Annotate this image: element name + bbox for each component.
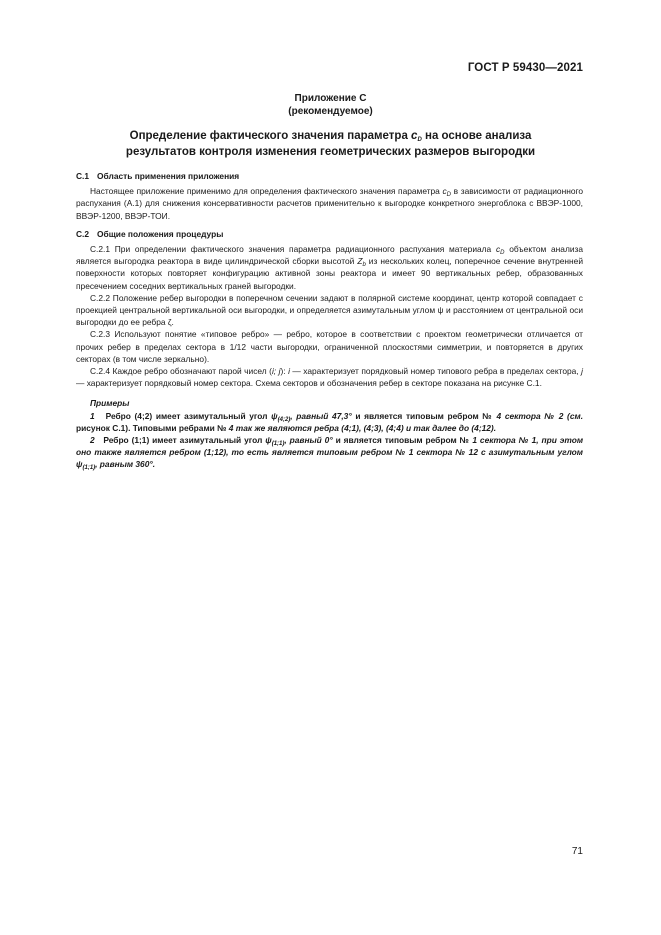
var: i; j — [271, 366, 281, 377]
var: ψ — [265, 435, 272, 446]
var: c — [442, 186, 447, 197]
text: С.2.4 Каждое ребро обозначают парой чисел ( — [90, 366, 272, 377]
document-body — [76, 170, 583, 471]
paragraph-c2-2: С.2.2 Положение ребер выгородки в поперечном сечении задают в полярной системе координат, центр которой совпадает с проекцией центральной вертикальной оси выгородки, и определяется азимутальным углом ψ и расстоянием от центральной оси выгородки до ее ребра ζ. — [76, 292, 583, 328]
paragraph-c2-4 — [76, 365, 583, 389]
section-title: Область применения приложения — [97, 171, 240, 181]
var-sub: (1;1) — [271, 441, 285, 448]
heading-line-1 — [0, 128, 661, 144]
standard-code: ГОСТ Р 59430—2021 — [467, 62, 583, 74]
section-number: С.1 — [76, 171, 90, 181]
text: и является типовым ребром № — [335, 435, 473, 446]
text: объектом анализа является выгородка реактора в виде цилиндрической сборки высотой — [76, 244, 584, 267]
text: Настоящее приложение применимо для определения фактического значения параметра — [90, 186, 443, 197]
section-title: Общие положения процедуры — [97, 228, 224, 239]
text: из нескольких колец, поперечное сечение внутренней поверхности которых повторяет конфигурацию активной зоны реактора и имеет 90 вертикальных ребер, образованных пресечением соседних вертикальных граней выгородки. — [76, 256, 583, 291]
paragraph-c2-3: С.2.3 Используют понятие «типовое ребро» — ребро, которое в соответствии с проектом геометрически отличается от прочих ребер в пределах сектора в 1/12 части выгородки, ограниченной плоскостями симметрии, и повторяется в других секторах (в том числе зеркально). — [76, 329, 583, 364]
var-sub: (1;1) — [82, 465, 96, 472]
text: Ребро (1;1) имеет азимутальный угол — [103, 435, 266, 446]
text: Ребро (4;2) имеет азимутальный угол — [105, 410, 272, 421]
section-c2-heading — [76, 228, 583, 240]
paragraph-c1 — [76, 185, 583, 222]
section-number: С.2 — [76, 228, 90, 239]
example-number: 1 — [90, 410, 95, 421]
spacer — [76, 389, 583, 397]
var: Z — [357, 256, 363, 267]
page-number: 71 — [571, 846, 583, 857]
text: в зависимости от радиационного распухания (А.1) для снижения консервативности расчетов применительно к выгородке конкретного энергоблока с ВВЭР-1000, ВВЭР-1200, ВВЭР-ТОИ. — [76, 186, 584, 221]
var: j — [581, 366, 583, 377]
appendix-title: Приложение С — [294, 93, 367, 104]
text: , равным 360°. — [95, 459, 156, 470]
text: и является типовым ребром № — [355, 410, 497, 421]
text: ): — [280, 366, 289, 377]
example-1 — [76, 410, 583, 434]
text: 1 сектора № 1, при этом оно также является ребром (1;12), то есть является типовым ребром № 1 сектора № 12 с азимутальным углом — [76, 435, 584, 458]
paragraph-c2-1 — [76, 243, 583, 292]
text: 4 сектора № 2 (см. — [496, 410, 584, 421]
text: С.2.1 При определении фактического значения параметра радиационного распухания материала — [90, 244, 496, 255]
text: — характеризует порядковый номер сектора. Схема секторов и обозначения ребер в секторе показана на рисунке С.1. — [76, 378, 542, 389]
text: — характеризует порядковый номер типового ребра в пределах сектора, — [289, 366, 582, 377]
var: ψ — [76, 459, 83, 470]
heading-line-2: результатов контроля изменения геометрических размеров выгородки — [125, 146, 536, 158]
var-sub: (4;2) — [277, 416, 291, 423]
var: i — [288, 366, 290, 377]
heading-var-sub: D — [417, 137, 422, 143]
heading-var: c — [411, 130, 418, 142]
example-2 — [76, 434, 583, 471]
var: ψ — [271, 410, 278, 421]
text: рисунок С.1). Типовыми ребрами № — [76, 422, 229, 433]
var-sub: D — [446, 192, 452, 199]
appendix-title-block — [0, 92, 661, 118]
heading-text: Определение фактического значения параметра — [129, 130, 412, 142]
section-c1-heading — [76, 170, 583, 182]
examples-block — [76, 397, 583, 470]
text: , равный 47,3° — [290, 410, 356, 421]
appendix-heading — [0, 128, 661, 160]
var: c — [495, 244, 501, 255]
text: 4 так же являются ребра (4;1), (4;3), (4;4) и так далее до (4;12). — [228, 422, 497, 433]
heading-text-end: на основе анализа — [421, 130, 532, 142]
var-sub: b — [362, 262, 366, 269]
var-sub: D — [500, 250, 505, 257]
examples-label: Примеры — [90, 398, 130, 409]
text: , равный 0° — [284, 435, 336, 446]
example-number: 2 — [90, 435, 95, 446]
appendix-status: (рекомендуемое) — [288, 106, 373, 117]
